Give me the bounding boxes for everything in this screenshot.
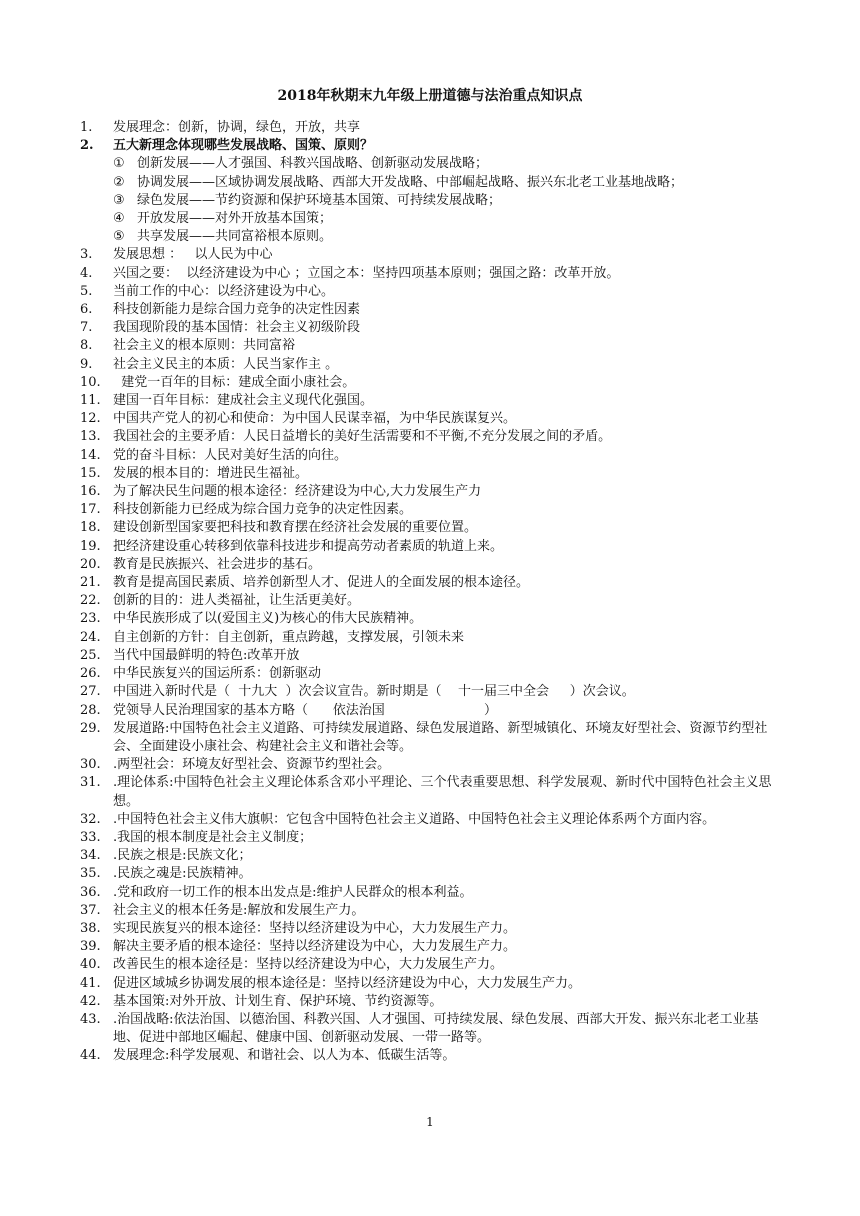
item-text: .民族之根是:民族文化； [113, 848, 252, 864]
item-number: 16. [80, 484, 101, 500]
sub-item [80, 210, 780, 228]
list-item [80, 283, 780, 301]
item-number: 20. [80, 556, 101, 572]
page-number: 1 [426, 1115, 434, 1129]
list-item [80, 975, 780, 993]
item-number: 37. [80, 902, 101, 918]
list-item [80, 774, 780, 810]
item-text: 教育是民族振兴、社会进步的基石。 [113, 556, 322, 572]
list-item [80, 337, 780, 355]
list-item [80, 702, 780, 720]
item-number: 41. [80, 975, 101, 991]
list-item [80, 829, 780, 847]
item-number: 13. [80, 429, 101, 445]
list-item [80, 538, 780, 556]
list-item [80, 1011, 780, 1047]
item-number: 25. [80, 647, 101, 663]
list-item [80, 920, 780, 938]
item-text: 发展道路:中国特色社会主义道路、可持续发展道路、绿色发展道路、新型城镇化、环境友好型社会、资源节约型社会、全面建设小康社会、构建社会主义和谐社会等。 [113, 720, 768, 754]
item-number: 8. [80, 338, 93, 354]
item-text: 促进区域城乡协调发展的根本途径是：坚持以经济建设为中心，大力发展生产力。 [113, 975, 582, 991]
list-item [80, 410, 780, 428]
list-item [80, 884, 780, 902]
list-item [80, 610, 780, 628]
sub-item-text: 绿色发展——节约资源和保护环境基本国策、可持续发展战略； [137, 192, 502, 208]
item-number: 10. [80, 374, 101, 390]
list-item [80, 956, 780, 974]
list-item [80, 720, 780, 756]
item-number: 44. [80, 1048, 101, 1064]
item-number: 6. [80, 302, 93, 318]
item-number: 19. [80, 538, 101, 554]
item-text: .两型社会：环境友好型社会、资源节约型社会。 [113, 757, 391, 773]
list-item [80, 847, 780, 865]
item-number: 4. [80, 265, 93, 281]
sub-item [80, 155, 780, 173]
list-item [80, 483, 780, 501]
item-text: 改善民生的根本途径是：坚持以经济建设为中心，大力发展生产力。 [113, 957, 504, 973]
item-text: 发展理念:科学发展观、和谐社会、以人为本、低碳生活等。 [113, 1048, 456, 1064]
list-item [80, 137, 780, 155]
circled-number: ② [113, 174, 125, 190]
item-text: 兴国之要： 以经济建设为中心 ；立国之本：坚持四项基本原则；强国之路：改革开放。 [113, 265, 620, 281]
list-item [80, 374, 780, 392]
item-number: 7. [80, 320, 93, 336]
item-number: 40. [80, 957, 101, 973]
item-number: 2. [80, 138, 94, 154]
list-item [80, 938, 780, 956]
list-item [80, 119, 780, 137]
circled-number: ④ [113, 211, 125, 227]
item-text: 当前工作的中心：以经济建设为中心。 [113, 283, 335, 299]
list-item [80, 1047, 780, 1065]
list-item [80, 319, 780, 337]
sub-item-text: 创新发展——人才强国、科教兴国战略、创新驱动发展战略； [137, 156, 489, 172]
list-item [80, 665, 780, 683]
item-text: 中华民族复兴的国运所系：创新驱动 [113, 666, 322, 682]
list-item [80, 756, 780, 774]
item-text: 基本国策:对外开放、计划生育、保护环境、节约资源等。 [113, 993, 443, 1009]
item-number: 36. [80, 884, 101, 900]
sub-item-text: 协调发展——区域协调发展战略、西部大开发战略、中部崛起战略、振兴东北老工业基地战略； [137, 174, 684, 190]
item-text: 自主创新的方针：自主创新，重点跨越，支撑发展，引领未来 [113, 629, 465, 645]
item-text: 党的奋斗目标：人民对美好生活的向往。 [113, 447, 348, 463]
list-item [80, 447, 780, 465]
list-item [80, 246, 780, 264]
item-text: 解决主要矛盾的根本途径：坚持以经济建设为中心，大力发展生产力。 [113, 939, 517, 955]
item-number: 12. [80, 411, 101, 427]
item-number: 34. [80, 848, 101, 864]
item-text: .党和政府一切工作的根本出发点是:维护人民群众的根本利益。 [113, 884, 473, 900]
item-number: 39. [80, 939, 101, 955]
item-text: 把经济建设重心转移到依靠科技进步和提高劳动者素质的轨道上来。 [113, 538, 504, 554]
list-item [80, 902, 780, 920]
list-item [80, 811, 780, 829]
document-title: 2018年秋期末九年级上册道德与法治重点知识点 [277, 88, 583, 104]
sub-item [80, 228, 780, 246]
list-item [80, 519, 780, 537]
list-item [80, 592, 780, 610]
item-number: 33. [80, 829, 101, 845]
item-text: .民族之魂是:民族精神。 [113, 866, 252, 882]
item-number: 18. [80, 520, 101, 536]
item-number: 43. [80, 1011, 101, 1027]
list-item [80, 556, 780, 574]
item-text: 社会主义的根本任务是:解放和发展生产力。 [113, 902, 365, 918]
sub-item [80, 174, 780, 192]
list-item [80, 683, 780, 701]
item-text: 社会主义民主的本质：人民当家作主 。 [113, 356, 339, 372]
list-item [80, 574, 780, 592]
list-item [80, 428, 780, 446]
item-text: 建党一百年的目标：建成全面小康社会。 [113, 374, 356, 390]
item-number: 35. [80, 866, 101, 882]
item-text: 建设创新型国家要把科技和教育摆在经济社会发展的重要位置。 [113, 520, 478, 536]
item-text: 创新的目的：进人类福祉，让生活更美好。 [113, 593, 361, 609]
item-text: 中国共产党人的初心和使命：为中国人民谋幸福，为中华民族谋复兴。 [113, 411, 517, 427]
item-text: .理论体系:中国特色社会主义理论体系含邓小平理论、三个代表重要思想、科学发展观、新时代中国特色社会主义思想。 [113, 775, 772, 809]
sub-item-text: 共享发展——共同富裕根本原则。 [137, 229, 333, 245]
item-number: 1. [80, 120, 93, 135]
circled-number: ① [113, 156, 125, 172]
item-text: 当代中国最鲜明的特色:改革开放 [113, 647, 300, 663]
list-item [80, 356, 780, 374]
item-text: 科技创新能力已经成为综合国力竞争的决定性因素。 [113, 502, 413, 518]
item-text: 党领导人民治理国家的基本方略（ 依法治国 ） [113, 702, 497, 718]
item-number: 11. [80, 393, 101, 409]
item-number: 27. [80, 684, 101, 700]
item-text: 我国社会的主要矛盾：人民日益增长的美好生活需要和不平衡,不充分发展之间的矛盾。 [113, 429, 612, 445]
item-number: 28. [80, 702, 101, 718]
item-number: 32. [80, 811, 101, 827]
item-text: 发展的根本目的：增进民生福祉。 [113, 465, 309, 481]
list-item [80, 993, 780, 1011]
item-number: 5. [80, 283, 93, 299]
item-text: .我国的根本制度是社会主义制度； [113, 829, 313, 845]
item-number: 38. [80, 920, 101, 936]
item-text: 教育是提高国民素质、培养创新型人才、促进人的全面发展的根本途径。 [113, 575, 530, 591]
item-text: 建国一百年目标：建成社会主义现代化强国。 [113, 393, 374, 409]
item-number: 30. [80, 757, 101, 773]
item-number: 23. [80, 611, 101, 627]
item-text: 科技创新能力是综合国力竞争的决定性因素 [113, 302, 361, 318]
item-number: 31. [80, 775, 101, 791]
list-item [80, 465, 780, 483]
item-number: 26. [80, 666, 101, 682]
item-text: 为了解决民生问题的根本途径：经济建设为中心,大力发展生产力 [113, 484, 482, 500]
sub-item-text: 开放发展——对外开放基本国策； [137, 211, 333, 227]
list-item [80, 301, 780, 319]
item-text: .中国特色社会主义伟大旗帜：它包含中国特色社会主义道路、中国特色社会主义理论体系两个方面内容。 [113, 811, 716, 827]
list-item [80, 647, 780, 665]
knowledge-point-list [80, 119, 780, 1066]
circled-number: ⑤ [113, 229, 125, 245]
item-number: 14. [80, 447, 101, 463]
item-text: 中华民族形成了以(爱国主义)为核心的伟大民族精神。 [113, 611, 423, 627]
item-text: 五大新理念体现哪些发展战略、国策、原则？ [113, 138, 374, 154]
item-number: 9. [80, 356, 93, 372]
list-item [80, 865, 780, 883]
sub-item [80, 192, 780, 210]
item-text: 中国进入新时代是（ 十九大 ）次会议宣告。新时期是（ 十一届三中全会 ）次会议。 [113, 684, 635, 700]
circled-number: ③ [113, 192, 125, 208]
item-text: 我国现阶段的基本国情：社会主义初级阶段 [113, 320, 361, 336]
item-number: 22. [80, 593, 101, 609]
item-number: 21. [80, 575, 101, 591]
list-item [80, 501, 780, 519]
item-text: .治国战略:依法治国、以德治国、科教兴国、人才强国、可持续发展、绿色发展、西部大开发、振兴东北老工业基地、促进中部地区崛起、健康中国、创新驱动发展、一带一路等。 [113, 1011, 759, 1046]
item-number: 3. [80, 247, 93, 263]
item-text: 发展理念：创新，协调，绿色，开放，共享 [113, 120, 361, 135]
item-text: 实现民族复兴的根本途径：坚持以经济建设为中心，大力发展生产力。 [113, 920, 517, 936]
item-number: 29. [80, 720, 101, 736]
list-item [80, 629, 780, 647]
item-text: 发展思想 ： 以人民为中心 [113, 247, 273, 263]
item-number: 17. [80, 502, 101, 518]
item-number: 42. [80, 993, 101, 1009]
item-number: 24. [80, 629, 101, 645]
item-number: 15. [80, 465, 101, 481]
item-text: 社会主义的根本原则：共同富裕 [113, 338, 296, 354]
list-item [80, 392, 780, 410]
list-item [80, 265, 780, 283]
